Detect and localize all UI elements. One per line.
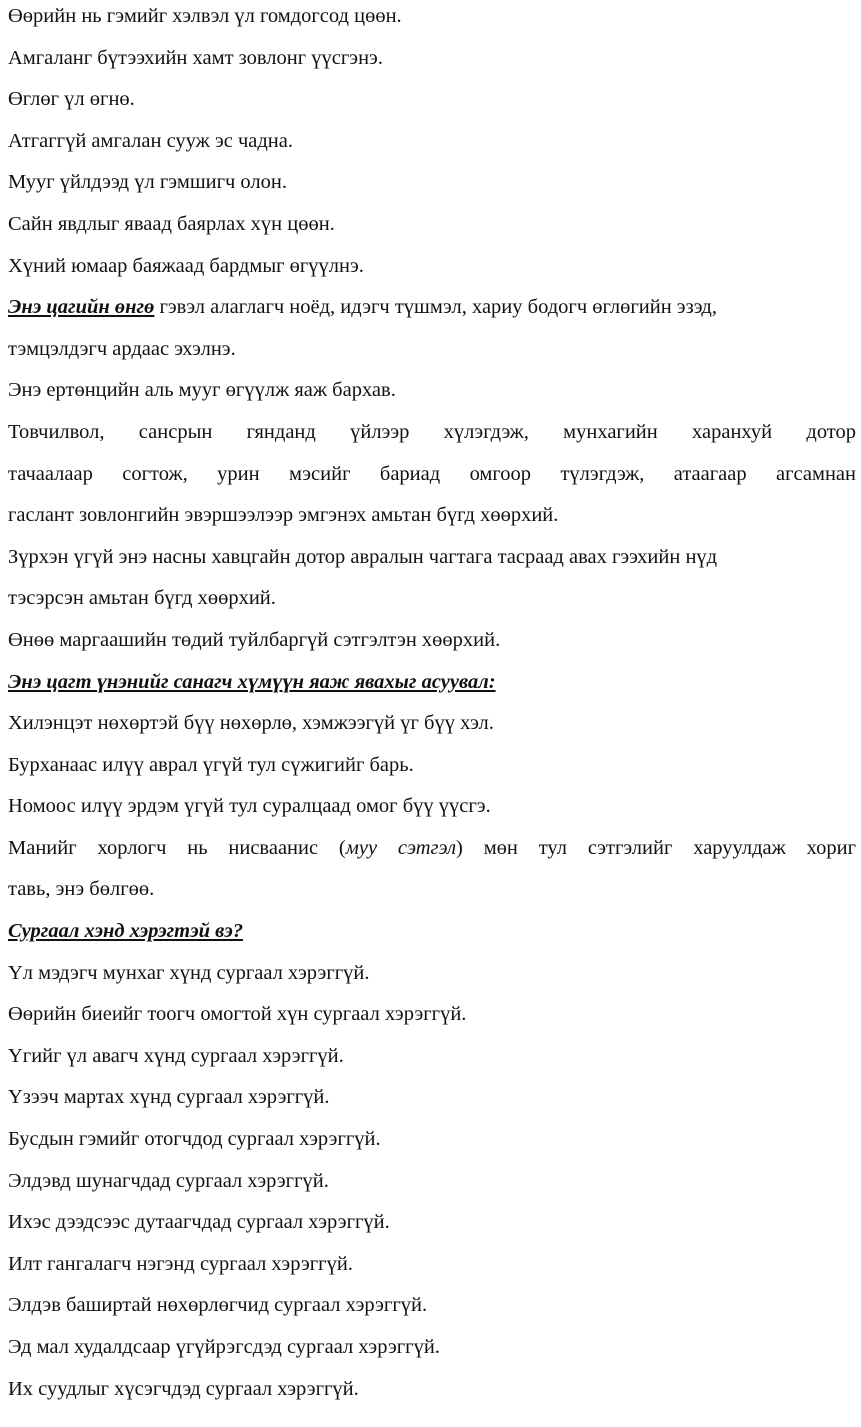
summary-line: Товчилвол, сансрын гянданд үйлээр хүлэгдэж, мунхагийн харанхуй дотор bbox=[8, 421, 856, 443]
summary-line: гаслант зовлонгийн эвэршээлээр эмгэнэх амьтан бүгд хөөрхий. bbox=[8, 505, 559, 527]
teaching-line: Үл мэдэгч мунхаг хүнд сургаал хэрэггүй. bbox=[8, 962, 370, 984]
emphasis-text: муу сэтгэл bbox=[345, 837, 457, 859]
teaching-line: Өөрийн биеийг тоогч омогтой хүн сургаал хэрэггүй. bbox=[8, 1004, 467, 1026]
teaching-heading: Сургаал хэнд хэрэгтэй вэ? bbox=[8, 921, 244, 943]
teaching-line: Элдэв баширтай нөхөрлөгчид сургаал хэрэггүй. bbox=[8, 1295, 428, 1317]
heartless-line: Зүрхэн үгүй энэ насны хавцгайн дотор авралын чагтага тасраад авах гээхийн нүд bbox=[8, 546, 718, 568]
teaching-line: Үгийг үл авагч хүнд сургаал хэрэггүй. bbox=[8, 1045, 344, 1067]
truth-line: Хилэнцэт нөхөртэй бүү нөхөрлө, хэмжээгүй үг бүү хэл. bbox=[8, 713, 494, 735]
text-line: Өнөө маргаашийн төдий туйлбаргүй сэтгэлтэн хөөрхий. bbox=[8, 629, 501, 651]
text-line: Амгаланг бүтээхийн хамт зовлонг үүсгэнэ. bbox=[8, 47, 383, 69]
teaching-line: Их суудлыг хүсэгчдэд сургаал хэрэггүй. bbox=[8, 1378, 359, 1400]
teaching-line: Илт гангалагч нэгэнд сургаал хэрэггүй. bbox=[8, 1253, 353, 1275]
enemy-paragraph-line: Манийг хорлогч нь нисваанис (муу сэтгэл) мөн тул сэтгэлийг харуулдаж хориг bbox=[8, 837, 856, 859]
teaching-line: Ихэс дээдсээс дутаагчдад сургаал хэрэггүй. bbox=[8, 1212, 390, 1234]
teaching-line: Үзээч мартах хүнд сургаал хэрэггүй. bbox=[8, 1087, 330, 1109]
document-page bbox=[8, 6, 856, 1420]
truth-heading: Энэ цагт үнэнийг санагч хүмүүн яаж явахыг асуувал: bbox=[8, 671, 496, 693]
text-line: Өглөг үл өгнө. bbox=[8, 89, 135, 111]
era-heading: Энэ цагийн өнгө bbox=[8, 297, 155, 319]
text-line: Өөрийн нь гэмийг хэлвэл үл гомдогсод цөөн. bbox=[8, 6, 402, 27]
teaching-line: Элдэвд шунагчдад сургаал хэрэггүй. bbox=[8, 1170, 329, 1192]
summary-line: тачаалаар согтож, урин мэсийг бариад омгоор түлэгдэж, атаагаар агсамнан bbox=[8, 463, 856, 485]
text-line: тэмцэлдэгч ардаас эхэлнэ. bbox=[8, 338, 236, 360]
era-text: гэвэл алаглагч ноёд, идэгч түшмэл, хариу бодогч өглөгийн эзэд, bbox=[154, 297, 717, 319]
truth-line: Номоос илүү эрдэм үгүй тул суралцаад омог бүү үүсгэ. bbox=[8, 796, 491, 818]
heartless-line: тэсэрсэн амьтан бүгд хөөрхий. bbox=[8, 588, 276, 610]
teaching-line: Бусдын гэмийг отогчдод сургаал хэрэггүй. bbox=[8, 1129, 381, 1151]
text-line: Мууг үйлдээд үл гэмшигч олон. bbox=[8, 172, 287, 194]
text-line: Атгаггүй амгалан сууж эс чадна. bbox=[8, 130, 293, 152]
text-line: Хүний юмаар баяжаад бардмыг өгүүлнэ. bbox=[8, 255, 364, 277]
text-line: тавь, энэ бөлгөө. bbox=[8, 879, 155, 901]
truth-line: Бурханаас илүү аврал үгүй тул сүжигийг барь. bbox=[8, 754, 414, 776]
teaching-line: Эд мал худалдсаар үгүйрэгсдэд сургаал хэрэггүй. bbox=[8, 1337, 440, 1358]
text-line: Энэ ертөнцийн аль мууг өгүүлж яаж бархав. bbox=[8, 380, 396, 402]
text-line: Сайн явдлыг яваад баярлах хүн цөөн. bbox=[8, 213, 335, 235]
era-paragraph-line bbox=[8, 297, 856, 339]
